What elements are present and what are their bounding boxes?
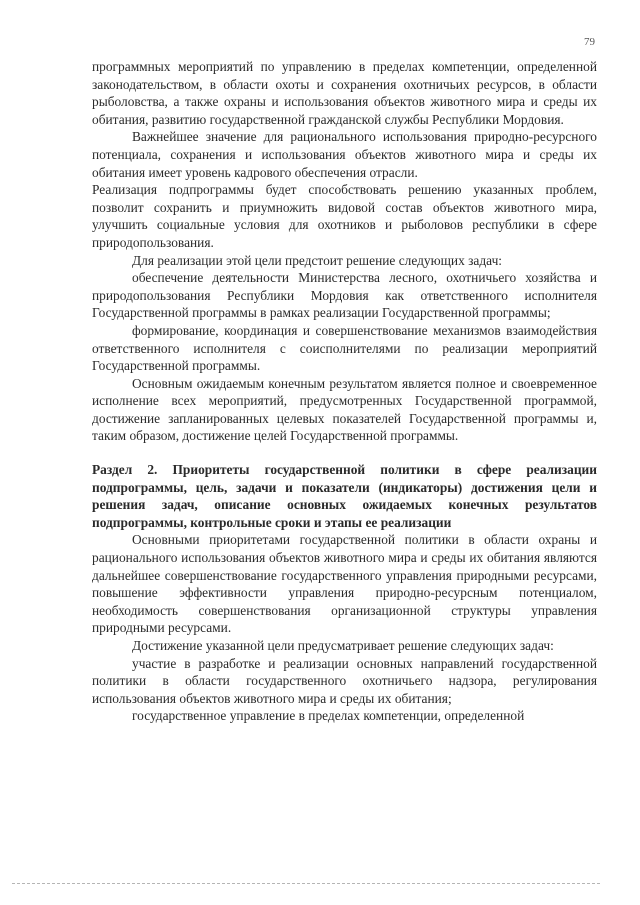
page-bottom-rule <box>12 883 600 884</box>
list-item: государственное управление в пределах компетенции, определенной <box>132 708 525 724</box>
page-number: 79 <box>584 36 595 48</box>
paragraph: Основными приоритетами государственной политики в области охраны и рационального использования объектов животного мира и среды их обитания являются дальнейшее совершенствование государственного управления природными ресурсами, повышение эффективности управления природно-ресурсным потенциалом, необходимость совершенствования организационной структуры управления природными ресурсами. <box>92 532 597 636</box>
list-item: обеспечение деятельности Министерства лесного, охотничьего хозяйства и природопользования Республики Мордовия как ответственного исполнителя Государственной программы в рамках реализации Государственной программы; <box>92 270 597 321</box>
paragraph: программных мероприятий по управлению в пределах компетенции, определенной законодательством, в области охоты и сохранения охотничьих ресурсов, в области рыболовства, а также охраны и использования объектов животного мира и среды их обитания, развитию государственной гражданской службы Республики Мордовия. <box>92 59 597 127</box>
list-item: участие в разработке и реализации основных направлений государственной политики в области государственного охотничьего надзора, регулирования использования объектов животного мира и среды их обитания; <box>92 655 597 706</box>
list-item: формирование, координация и совершенствование механизмов взаимодействия ответственного исполнителя с соисполнителями по реализации мероприятий Государственной программы. <box>92 322 597 374</box>
document-body <box>92 58 597 725</box>
paragraph: Важнейшее значение для рационального использования природно-ресурсного потенциала, сохранения и использования объектов животного мира и среды их обитания имеет уровень кадрового обеспечения отрасли. <box>92 129 597 180</box>
section-heading: Раздел 2. Приоритеты государственной политики в сфере реализации подпрограммы, цель, задачи и показатели (индикаторы) достижения цели и решения задач, описание основных ожидаемых конечных результатов подпрограммы, контрольные сроки и этапы ее реализации <box>92 462 597 530</box>
paragraph: Для реализации этой цели предстоит решение следующих задач: <box>132 252 503 268</box>
paragraph: Достижение указанной цели предусматривает решение следующих задач: <box>132 638 554 653</box>
paragraph: Реализация подпрограммы будет способствовать решению указанных проблем, позволит сохранить и приумножить видовой состав объектов животного мира, улучшить социальные условия для охотников и рыболовов республики в сфере природопользования. <box>92 182 597 250</box>
paragraph: Основным ожидаемым конечным результатом является полное и своевременное исполнение всех мероприятий, предусмотренных Государственной программой, достижение запланированных целевых показателей Государственной программы и, таким образом, достижение целей Государственной программы. <box>92 375 597 444</box>
